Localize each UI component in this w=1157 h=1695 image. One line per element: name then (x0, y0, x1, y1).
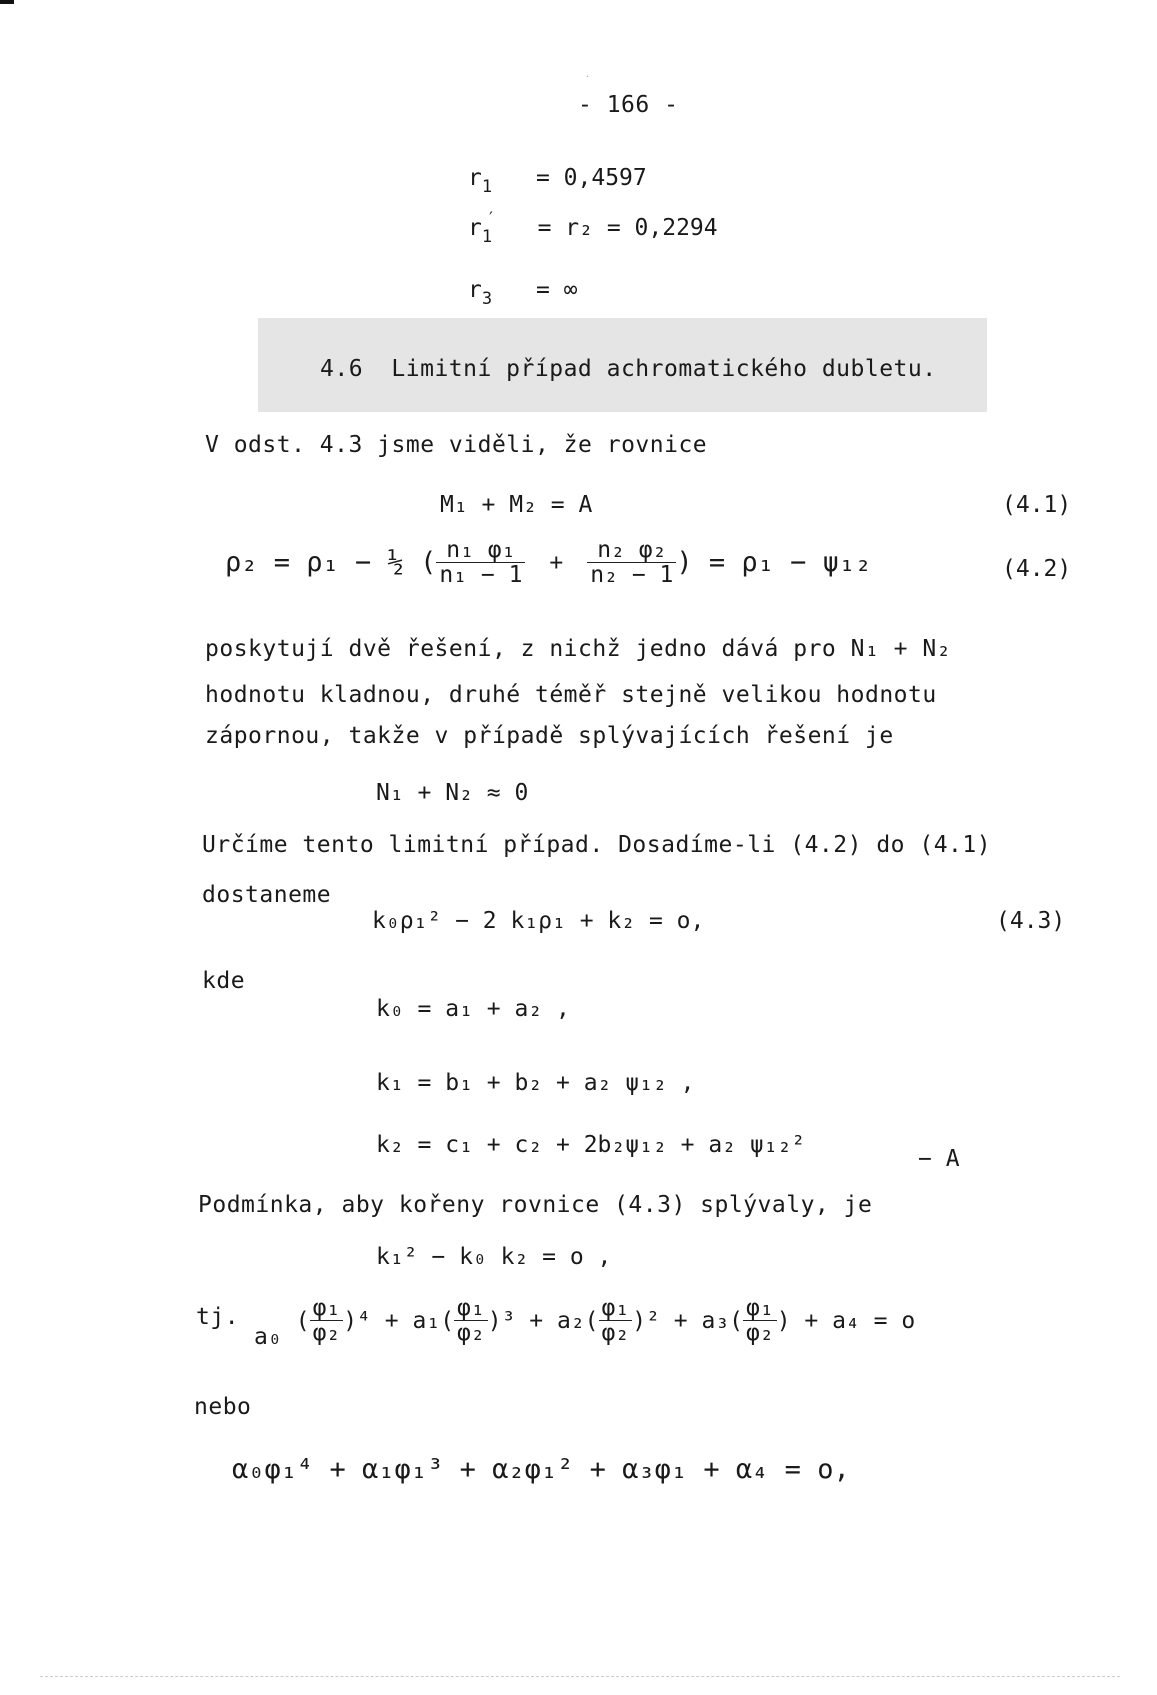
r1-line (468, 165, 647, 197)
equation-4-2 (225, 538, 871, 587)
poly-term-4-tail: ) + a₄ = o (776, 1307, 916, 1334)
equation-k0: k₀ = a₁ + a₂ , (376, 996, 570, 1022)
r1-subscript: 1 (481, 177, 493, 197)
label-nebo: nebo (194, 1394, 252, 1420)
scan-speck: · (585, 72, 590, 81)
r1-prime-symbol: r (468, 215, 482, 241)
r1-prime-value: = r₂ = 0,2294 (537, 215, 718, 241)
equation-4-2-number: (4.2) (1002, 556, 1072, 582)
paragraph-limit-case-line1: Určíme tento limitní případ. Dosadíme-li (4.2) do (4.1) (202, 832, 992, 858)
paragraph-solutions-line3: zápornou, takže v případě splývajících řešení je (205, 723, 894, 749)
paragraph-condition: Podmínka, aby kořeny rovnice (4.3) splývaly, je (198, 1192, 873, 1218)
scan-edge-mark (0, 0, 14, 4)
label-kde: kde (202, 968, 246, 994)
equation-4-3-number: (4.3) (996, 908, 1066, 934)
ratio-1-numerator: φ₁ (310, 1296, 344, 1321)
ratio-3-denominator: φ₂ (601, 1320, 630, 1346)
ratio-fraction-3 (599, 1296, 633, 1345)
equation-approx-zero: N₁ + N₂ ≈ 0 (376, 780, 529, 806)
section-title: Limitní případ achromatického dubletu. (391, 356, 937, 382)
paragraph-solutions-line2: hodnotu kladnou, druhé téměř stejně velikou hodnotu (205, 682, 937, 708)
fraction-n2-denominator: n₂ − 1 (590, 562, 674, 588)
paragraph-intro: V odst. 4.3 jsme viděli, že rovnice (205, 432, 708, 458)
fraction-n2-phi2 (587, 538, 676, 587)
equation-k2-tail: − A (918, 1146, 960, 1172)
ratio-4-numerator: φ₁ (743, 1296, 777, 1321)
poly-term-1-tail: )⁴ + a₁( (343, 1307, 455, 1334)
coefficient-a0: a₀ (254, 1323, 282, 1350)
r3-symbol: r (468, 277, 482, 303)
prime-mark: ′ (486, 208, 496, 227)
ratio-fraction-2 (454, 1296, 488, 1345)
ratio-3-numerator: φ₁ (599, 1296, 633, 1321)
section-heading (320, 356, 937, 382)
equation-4-2-plus: + (549, 549, 564, 576)
poly-term-3-tail: )² + a₃( (632, 1307, 744, 1334)
ratio-2-numerator: φ₁ (454, 1296, 488, 1321)
ratio-fraction-1 (310, 1296, 344, 1345)
paragraph-limit-case-line2: dostaneme (202, 882, 332, 908)
equation-4-1-number: (4.1) (1002, 492, 1072, 518)
equation-polynomial-ratio (254, 1295, 916, 1350)
equation-4-2-right: ) = ρ₁ − ψ₁₂ (676, 547, 872, 578)
equation-k2: k₂ = c₁ + c₂ + 2b₂ψ₁₂ + a₂ ψ₁₂² (376, 1132, 806, 1158)
scan-bottom-edge (40, 1676, 1120, 1677)
poly-open-paren: ( (295, 1307, 310, 1334)
ratio-2-denominator: φ₂ (457, 1320, 485, 1346)
equation-final-alpha: α₀φ₁⁴ + α₁φ₁³ + α₂φ₁² + α₃φ₁ + α₄ = o, (232, 1454, 850, 1485)
equation-4-3: k₀ρ₁² − 2 k₁ρ₁ + k₂ = o, (372, 908, 705, 934)
r3-line (468, 277, 578, 309)
r1-prime-subscript: 1 (481, 227, 493, 247)
equation-discriminant: k₁² − k₀ k₂ = o , (376, 1244, 612, 1270)
page-number: - 166 - (578, 92, 679, 118)
equation-4-2-left: ρ₂ = ρ₁ − ½ ( (225, 547, 437, 578)
equation-4-1: M₁ + M₂ = A (440, 492, 593, 518)
r3-value: = ∞ (535, 277, 578, 303)
ratio-fraction-4 (743, 1296, 777, 1345)
ratio-4-denominator: φ₂ (746, 1320, 774, 1346)
equation-k1: k₁ = b₁ + b₂ + a₂ ψ₁₂ , (376, 1070, 695, 1096)
r1-value: = 0,4597 (535, 165, 647, 191)
r1-prime-line (468, 208, 718, 247)
ratio-1-denominator: φ₂ (312, 1320, 341, 1346)
section-number: 4.6 (320, 356, 364, 382)
paragraph-solutions-line1: poskytují dvě řešení, z nichž jedno dává pro N₁ + N₂ (205, 636, 952, 662)
r1-symbol: r (468, 165, 482, 191)
poly-term-2-tail: )³ + a₂( (487, 1307, 599, 1334)
label-tj: tj. (196, 1304, 240, 1330)
fraction-n1-numerator: n₁ φ₁ (436, 538, 525, 563)
fraction-n2-numerator: n₂ φ₂ (587, 538, 676, 563)
r3-subscript: 3 (481, 289, 493, 309)
fraction-n1-denominator: n₁ − 1 (439, 562, 523, 588)
fraction-n1-phi1 (436, 538, 525, 587)
